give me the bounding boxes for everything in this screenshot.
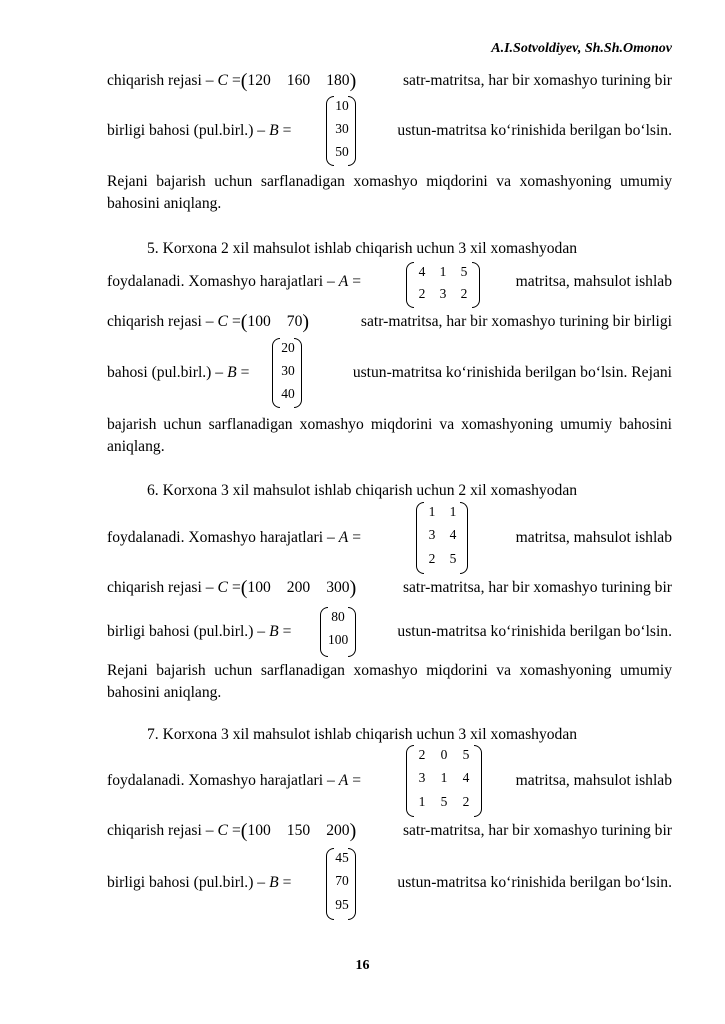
b7-cost-line: foydalanadi. Xomashyo harajatlari – A = matritsa, mahsulot ishlab [107,772,672,789]
b7-intro: 7. Korxona 3 xil mahsulot ishlab chiqarish uchun 3 xil xomashyodan [147,726,578,743]
plan-var: C [217,72,228,89]
b4-price-line: birligi bahosi (pul.birl.) – B = ustun-matritsa ko‘rinishida berilgan bo‘lsin. [107,122,672,139]
plan-value: 150 [286,822,311,839]
b6-question: Rejani bajarish uchun sarflanadigan xomashyo miqdorini va xomashyoning umumiy bahosini aniqlang. [107,662,672,701]
b4-price-matrix: 10 30 50 [326,96,356,164]
plan-value: 180 [326,72,350,89]
b4-plan-line: chiqarish rejasi – C = ( 120 160 180 ) satr-matritsa, har bir xomashyo turining bir [107,70,672,92]
plan-value: 200 [326,822,350,839]
b6-intro: 6. Korxona 3 xil mahsulot ishlab chiqarish uchun 2 xil xomashyodan [147,482,578,499]
plan-value: 300 [326,579,350,596]
plan-value: 70 [286,313,303,330]
b4-question: Rejani bajarish uchun sarflanadigan xomashyo miqdorini va xomashyoning umumiy bahosini aniqlang. [107,173,672,212]
plan-value: 100 [247,313,271,330]
b6-cost-line: foydalanadi. Xomashyo harajatlari – A = matritsa, mahsulot ishlab [107,529,672,546]
b7-price-matrix: 45 70 95 [326,848,356,918]
b6-price-line: birligi bahosi (pul.birl.) – B = ustun-matritsa ko‘rinishida berilgan bo‘lsin. [107,623,672,640]
b6-plan-line: chiqarish rejasi – C = ( 100 200 300 ) satr-matritsa, har bir xomashyo turining bir [107,577,672,599]
b6-cost-matrix: 1 1 3 4 2 5 [416,502,468,572]
b7-price-line: birligi bahosi (pul.birl.) – B = ustun-matritsa ko‘rinishida berilgan bo‘lsin. [107,874,672,891]
b5-cost-matrix: 4 1 5 2 3 2 [406,262,480,306]
b5-cost-line: foydalanadi. Xomashyo harajatlari – A = matritsa, mahsulot ishlab [107,273,672,290]
plan-value: 200 [286,579,311,596]
b5-plan-line: chiqarish rejasi – C = ( 100 70 ) satr-matritsa, har bir xomashyo turining bir birligi [107,311,672,333]
b5-price-line: bahosi (pul.birl.) – B = ustun-matritsa ko‘rinishida berilgan bo‘lsin. Rejani [107,364,672,381]
b7-plan-line: chiqarish rejasi – C = ( 100 150 200 ) satr-matritsa, har bir xomashyo turining bir [107,820,672,842]
page-number: 16 [355,958,370,973]
plan-value: 100 [247,579,271,596]
plan-value: 100 [247,822,271,839]
plan-value: 120 [247,72,271,89]
b6-price-matrix: 80 100 [320,607,356,655]
b5-intro: 5. Korxona 2 xil mahsulot ishlab chiqarish uchun 3 xil xomashyodan [147,240,578,257]
b7-cost-matrix: 2 0 5 3 1 4 1 5 2 [406,745,482,815]
plan-value: 160 [286,72,311,89]
b5-price-matrix: 20 30 40 [272,338,302,406]
running-header: A.I.Sotvoldiyev, Sh.Sh.Omonov [491,41,672,56]
b5-question: bajarish uchun sarflanadigan xomashyo miqdorini va xomashyoning umumiy bahosini aniqlang. [107,416,672,455]
